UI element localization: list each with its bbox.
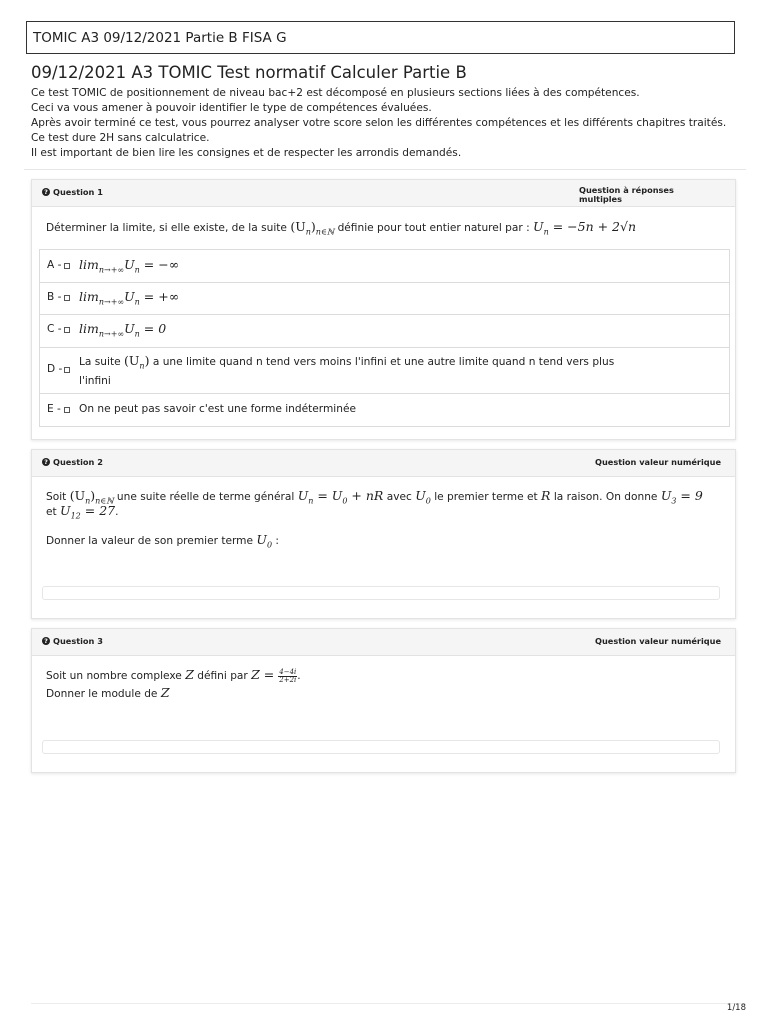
- question-header: [32, 180, 735, 207]
- page-number: 1/18: [726, 1003, 746, 1013]
- choice-formula: $\lim_{n\to+\infty}U_n$ = +∞: [79, 289, 180, 307]
- question-header: [32, 450, 735, 477]
- choice-d[interactable]: [40, 348, 729, 394]
- answer-input[interactable]: [42, 586, 720, 600]
- fraction: $\frac{4-4i}{2+2i}$: [279, 667, 297, 684]
- question-type: [579, 186, 729, 203]
- question-prompt: [46, 219, 636, 237]
- document-header: [26, 21, 735, 54]
- choice-formula: $\lim_{n\to+\infty}U_n$ = −∞: [79, 257, 180, 275]
- question-label: Question 1: [53, 187, 103, 197]
- footer-divider: [31, 1003, 745, 1004]
- question-prompt-line: Donner la valeur de son premier terme $U_0$ :: [46, 532, 279, 550]
- question-type-line: Question à réponses: [579, 185, 674, 195]
- choice-formula: $\lim_{n\to+\infty}U_n = 0$: [79, 321, 167, 339]
- choice-b[interactable]: [40, 283, 729, 315]
- choice-letter: B -: [47, 291, 62, 303]
- choice-a[interactable]: [40, 250, 729, 283]
- choice-checkbox[interactable]: [64, 263, 70, 269]
- document-header-title: TOMIC A3 09/12/2021 Partie B FISA G: [33, 30, 287, 46]
- intro-text: [31, 86, 741, 161]
- question-label: Question 2: [53, 457, 103, 467]
- question-prompt-line: Soit un nombre complexe Z défini par Z = $\frac{4-4i}{2+2i}$ .: [46, 667, 301, 684]
- prompt-text: Déterminer la limite, si elle existe, de la suite: [46, 222, 287, 234]
- intro-line: Après avoir terminé ce test, vous pourrez analyser votre score selon les différentes compétences et les différents chapitres traités.: [31, 117, 727, 129]
- question-prompt-line: et $U_{12} = 27$.: [46, 503, 119, 521]
- question-circle-icon: ?: [42, 637, 50, 645]
- question-prompt-line: Soit $(U_n)_{n\in ℕ}$ une suite réelle de terme général $U_n = U_0$ + nR avec $U_0$ le premier terme et R la raison. On donne $U_3 = 9$: [46, 488, 703, 506]
- intro-line: Il est important de bien lire les consignes et de respecter les arrondis demandés.: [31, 147, 462, 159]
- intro-line: Ceci va vous amener à pouvoir identifier le type de compétences évaluées.: [31, 102, 432, 114]
- choice-text: On ne peut pas savoir c'est une forme indéterminée: [79, 403, 356, 415]
- prompt-text: définie pour tout entier naturel par :: [337, 222, 530, 234]
- choice-checkbox[interactable]: [64, 295, 70, 301]
- question-type: Question valeur numérique: [594, 457, 721, 467]
- question-type: Question valeur numérique: [594, 636, 721, 646]
- choice-checkbox[interactable]: [64, 327, 70, 333]
- choice-letter: D -: [47, 363, 63, 375]
- intro-line: Ce test TOMIC de positionnement de niveau bac+2 est décomposé en plusieurs sections liées à des compétences.: [31, 87, 640, 99]
- question-circle-icon: ?: [42, 188, 50, 196]
- separator: [24, 169, 746, 170]
- question-card-2: [31, 449, 736, 619]
- question-card-1: [31, 179, 736, 440]
- choice-c[interactable]: [40, 315, 729, 348]
- choice-letter: C -: [47, 323, 62, 335]
- sequence-symbol: $(U_n)_{n\in ℕ}$: [290, 219, 335, 237]
- choice-letter: A -: [47, 259, 62, 271]
- question-header: [32, 629, 735, 656]
- question-circle-icon: ?: [42, 458, 50, 466]
- page-title: 09/12/2021 A3 TOMIC Test normatif Calculer Partie B: [31, 63, 467, 82]
- question-type-line: multiples: [579, 193, 622, 204]
- question-prompt-line: Donner le module de Z: [46, 685, 170, 700]
- choice-list: [39, 249, 730, 427]
- choice-checkbox[interactable]: [64, 367, 70, 373]
- sequence-formula: $U_n = -5n + 2√n$: [533, 219, 637, 237]
- choice-checkbox[interactable]: [64, 407, 70, 413]
- question-card-3: [31, 628, 736, 773]
- choice-letter: E -: [47, 403, 61, 415]
- choice-e[interactable]: [40, 394, 729, 426]
- question-label: Question 3: [53, 636, 103, 646]
- choice-text: La suite $(U_n)$ a une limite quand n tend vers moins l'infini et une autre limite quand n tend vers plus l'infini: [79, 353, 615, 387]
- answer-input[interactable]: [42, 740, 720, 754]
- intro-line: Ce test dure 2H sans calculatrice.: [31, 132, 210, 144]
